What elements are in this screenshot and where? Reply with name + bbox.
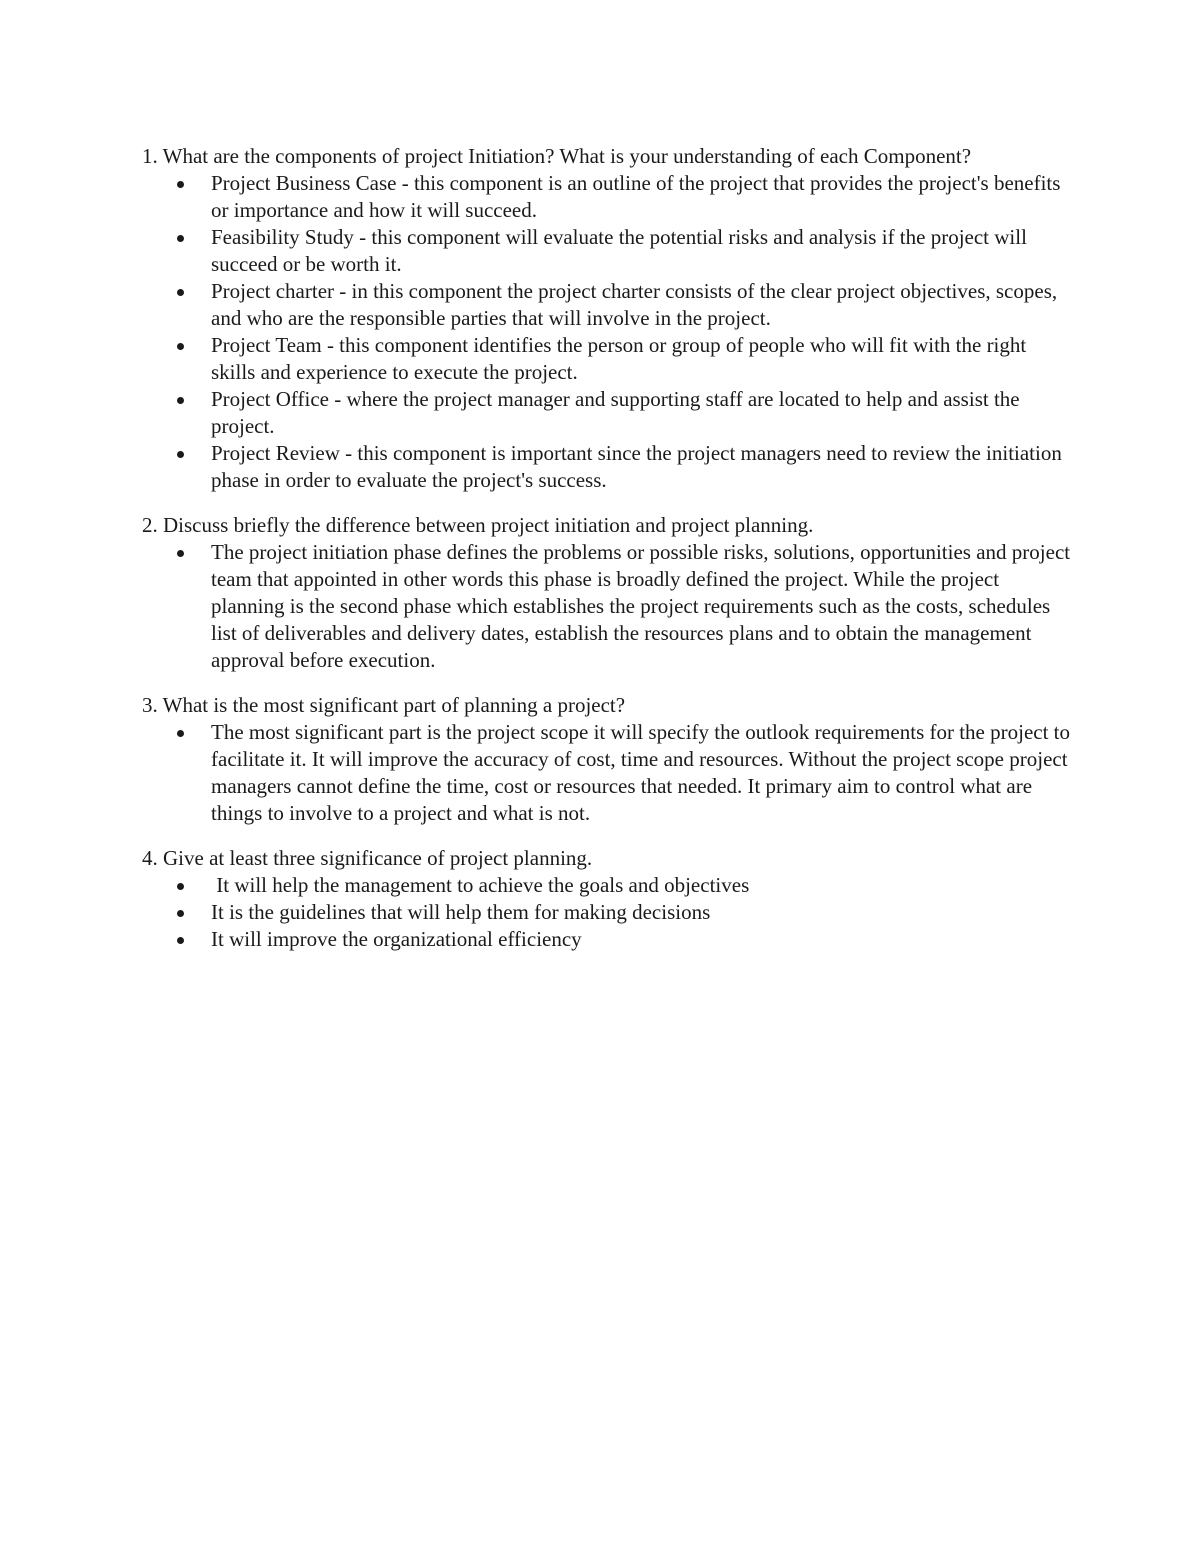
question-section-4 — [142, 845, 1072, 953]
list-item — [142, 386, 1072, 440]
question-text: 4. Give at least three significance of project planning. — [142, 846, 593, 870]
answer-text: Project charter - in this component the project charter consists of the clear project objectives, scopes, and who are the responsible parties that will involve in the project. — [211, 279, 1058, 330]
answer-list — [142, 872, 1072, 953]
answer-text: Feasibility Study - this component will evaluate the potential risks and analysis if the project will succeed or be worth it. — [211, 225, 1027, 276]
bullet-icon — [177, 937, 184, 944]
answer-text: Project Team - this component identifies the person or group of people who will fit with the right skills and experience to execute the project. — [211, 333, 1027, 384]
list-item — [142, 926, 1072, 953]
question-section-3 — [142, 692, 1072, 827]
list-item — [142, 278, 1072, 332]
bullet-icon — [177, 343, 184, 350]
question-text: 3. What is the most significant part of planning a project? — [142, 693, 626, 717]
bullet-icon — [177, 181, 184, 188]
bullet-icon — [177, 550, 184, 557]
question-text: 1. What are the components of project Initiation? What is your understanding of each Component? — [142, 144, 972, 168]
bullet-icon — [177, 883, 184, 890]
answer-text: It will help the management to achieve the goals and objectives — [211, 873, 750, 897]
list-item — [142, 332, 1072, 386]
answer-text: The most significant part is the project scope it will specify the outlook requirements for the project to facilitate it. It will improve the accuracy of cost, time and resources. Without the project scope project managers cannot define the time, cost or resources that needed. It primary aim to control what are things to involve to a project and what is not. — [211, 720, 1071, 825]
bullet-icon — [177, 910, 184, 917]
list-item — [142, 872, 1072, 899]
list-item — [142, 899, 1072, 926]
list-item — [142, 440, 1072, 494]
answer-text: The project initiation phase defines the problems or possible risks, solutions, opportunities and project team that appointed in other words this phase is broadly defined the project. While the project planning is the second phase which establishes the project requirements such as the costs, schedules list of deliverables and delivery dates, establish the resources plans and to obtain the management approval before execution. — [211, 540, 1071, 672]
question-section-2 — [142, 512, 1072, 674]
list-item — [142, 539, 1072, 674]
answer-text: It will improve the organizational efficiency — [211, 927, 582, 951]
bullet-icon — [177, 289, 184, 296]
bullet-icon — [177, 730, 184, 737]
bullet-icon — [177, 235, 184, 242]
answer-text: Project Review - this component is important since the project managers need to review the initiation phase in order to evaluate the project's success. — [211, 441, 1062, 492]
answer-text: Project Business Case - this component is an outline of the project that provides the project's benefits or importance and how it will succeed. — [211, 171, 1061, 222]
answer-list — [142, 539, 1072, 674]
document-body — [142, 143, 1072, 971]
list-item — [142, 719, 1072, 827]
list-item — [142, 224, 1072, 278]
answer-list — [142, 170, 1072, 494]
question-section-1 — [142, 143, 1072, 494]
list-item — [142, 170, 1072, 224]
answer-list — [142, 719, 1072, 827]
bullet-icon — [177, 397, 184, 404]
bullet-icon — [177, 451, 184, 458]
answer-text: It is the guidelines that will help them for making decisions — [211, 900, 711, 924]
question-text: 2. Discuss briefly the difference between project initiation and project planning. — [142, 513, 814, 537]
answer-text: Project Office - where the project manager and supporting staff are located to help and assist the project. — [211, 387, 1020, 438]
